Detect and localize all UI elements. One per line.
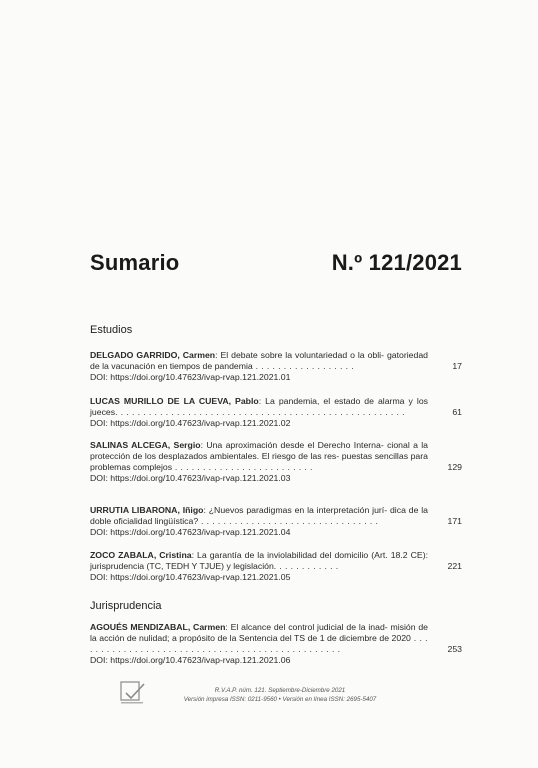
entry-title-line: Una aproximación desde el Derecho Interna- xyxy=(206,440,384,450)
toc-entry[interactable] xyxy=(90,550,462,583)
entry-body: LUCAS MURILLO DE LA CUEVA, Pablo: La pandemia, el estado de alarma y los jueces. . . . . . . . . . . . . . . . . . . . . . . . . . . . . . . . . . . . . . . . . . . . . . . . . . . . xyxy=(90,396,428,417)
entry-doi-link[interactable]: DOI: https://doi.org/10.47623/ivap-rvap.121.2021.05 xyxy=(90,571,291,582)
entry-title-line: gatoriedad de la vacunación en tiempos de pandemia xyxy=(90,350,429,371)
toc-entry[interactable] xyxy=(90,396,462,429)
section-heading-estudios: Estudios xyxy=(90,324,133,336)
entry-title-line: misión de la acción de nulidad; a propósito de la Sentencia del TS de 1 de xyxy=(90,622,429,643)
entry-author: LUCAS MURILLO DE LA CUEVA, Pablo xyxy=(90,396,259,406)
dot-leader: . . . . . . . . . . . . . . . . . . xyxy=(252,360,355,371)
entry-page-number: 61 xyxy=(452,407,462,417)
entry-page-number: 17 xyxy=(452,361,462,371)
toc-entry[interactable] xyxy=(90,622,462,666)
entry-author: ZOCO ZABALA, Cristina xyxy=(90,550,192,560)
section-heading-jurisprudencia: Jurisprudencia xyxy=(90,600,162,612)
dot-leader: . . . . . . . . . . . . . . . . . . . . . . . . . . . . . . . . xyxy=(198,515,379,526)
dot-leader: . . . . . . . . . . . . . . . . . . . . . . . . . . . . . . . . . . . . . . . . . . . . . . . . xyxy=(90,632,428,654)
entry-title-line: (Art. 18.2 CE): jurisprudencia (TC, TEDH Y TJUE) y legislación xyxy=(90,550,429,571)
footer-citation: R.V.A.P. núm. 121. Septiembre-Diciembre 2021 xyxy=(214,687,346,694)
entry-doi-link[interactable]: DOI: https://doi.org/10.47623/ivap-rvap.121.2021.06 xyxy=(90,654,291,665)
toc-entry[interactable] xyxy=(90,440,462,484)
entry-body: AGOUÉS MENDIZABAL, Carmen: El alcance del control judicial de la inad- misión de la acción de nulidad; a propósito de la Sentencia del TS de 1 de diciembre de 2020 . . . . . . . . . . . . . . . . . . . . . . . . . . . . . . . . . . . . . . . . . . . . . . . . xyxy=(90,622,429,654)
entry-title-line: La garantía de la inviolabilidad del domicilio xyxy=(197,550,369,560)
entry-title-line: diciembre de 2020 xyxy=(339,632,411,643)
entry-doi-link[interactable]: DOI: https://doi.org/10.47623/ivap-rvap.121.2021.01 xyxy=(90,371,291,382)
entry-body: SALINAS ALCEGA, Sergio: Una aproximación desde el Derecho Interna- cional a la protección de los desplazados ambientales. El riesgo de las res- puestas sencillas para problemas complejos . . . . . . . . . . . . . . . . . . . . . . . . . xyxy=(90,440,428,472)
dot-leader: . . . . . . . . . . . . . . . . . . . . . . . . . . . . . . . . . . . . . . . . . . . . . . . . . . . . xyxy=(115,406,405,417)
issue-number: N.º 121/2021 xyxy=(331,250,462,275)
entry-author: SALINAS ALCEGA, Sergio xyxy=(90,440,201,450)
entry-title-line: puestas sencillas para problemas complejos xyxy=(90,450,428,472)
page-title: Sumario xyxy=(90,250,180,275)
page-footer xyxy=(150,686,410,704)
entry-doi-link[interactable]: DOI: https://doi.org/10.47623/ivap-rvap.121.2021.04 xyxy=(90,526,291,537)
publisher-logo-icon xyxy=(118,680,148,706)
entry-title-line: El debate sobre la voluntariedad o la obli- xyxy=(220,350,384,360)
entry-author: AGOUÉS MENDIZABAL, Carmen xyxy=(90,622,226,632)
footer-issn: Versión impresa ISSN: 0211-9560 • Versión en línea ISSN: 2695-5407 xyxy=(183,696,377,703)
dot-leader: . . . . . . . . . . . . xyxy=(273,560,339,571)
entry-title-line: dica de la doble oficialidad lingüística? xyxy=(90,505,429,526)
entry-page-number: 171 xyxy=(447,516,462,526)
dot-leader: . . . . . . . . . . . . . . . . . . . . . . . . . xyxy=(172,461,313,472)
entry-author: URRUTIA LIBARONA, Iñigo xyxy=(90,505,204,515)
title-row xyxy=(90,250,462,276)
entry-title-line: cional a la protección de los desplazados ambientales. El riesgo de las res- xyxy=(90,440,428,461)
entry-title-line: y los jueces xyxy=(90,396,428,417)
entry-page-number: 129 xyxy=(447,462,462,472)
entry-page-number: 221 xyxy=(447,561,462,571)
entry-body: ZOCO ZABALA, Cristina: La garantía de la inviolabilidad del domicilio (Art. 18.2 CE): jurisprudencia (TC, TEDH Y TJUE) y legislación. . . . . . . . . . . . xyxy=(90,550,429,571)
entry-doi-link[interactable]: DOI: https://doi.org/10.47623/ivap-rvap.121.2021.03 xyxy=(90,472,291,483)
toc-entry[interactable] xyxy=(90,505,462,538)
entry-doi-link[interactable]: DOI: https://doi.org/10.47623/ivap-rvap.121.2021.02 xyxy=(90,417,291,428)
entry-body: DELGADO GARRIDO, Carmen: El debate sobre la voluntariedad o la obli- gatoriedad de la vacunación en tiempos de pandemia . . . . . . . . . . . . . . . . . . xyxy=(90,350,429,371)
entry-title-line: La pandemia, el estado de alarma xyxy=(265,396,405,406)
entry-page-number: 253 xyxy=(447,644,462,654)
entry-title-line: ¿Nuevos paradigmas en la interpretación jurí- xyxy=(208,505,388,515)
toc-entry[interactable] xyxy=(90,350,462,383)
entry-title-line: El alcance del control judicial de la inad- xyxy=(230,622,388,632)
entry-body: URRUTIA LIBARONA, Iñigo: ¿Nuevos paradigmas en la interpretación jurí- dica de la doble oficialidad lingüística? . . . . . . . . . . . . . . . . . . . . . . . . . . . . . . . . xyxy=(90,505,429,526)
entry-author: DELGADO GARRIDO, Carmen xyxy=(90,350,216,360)
